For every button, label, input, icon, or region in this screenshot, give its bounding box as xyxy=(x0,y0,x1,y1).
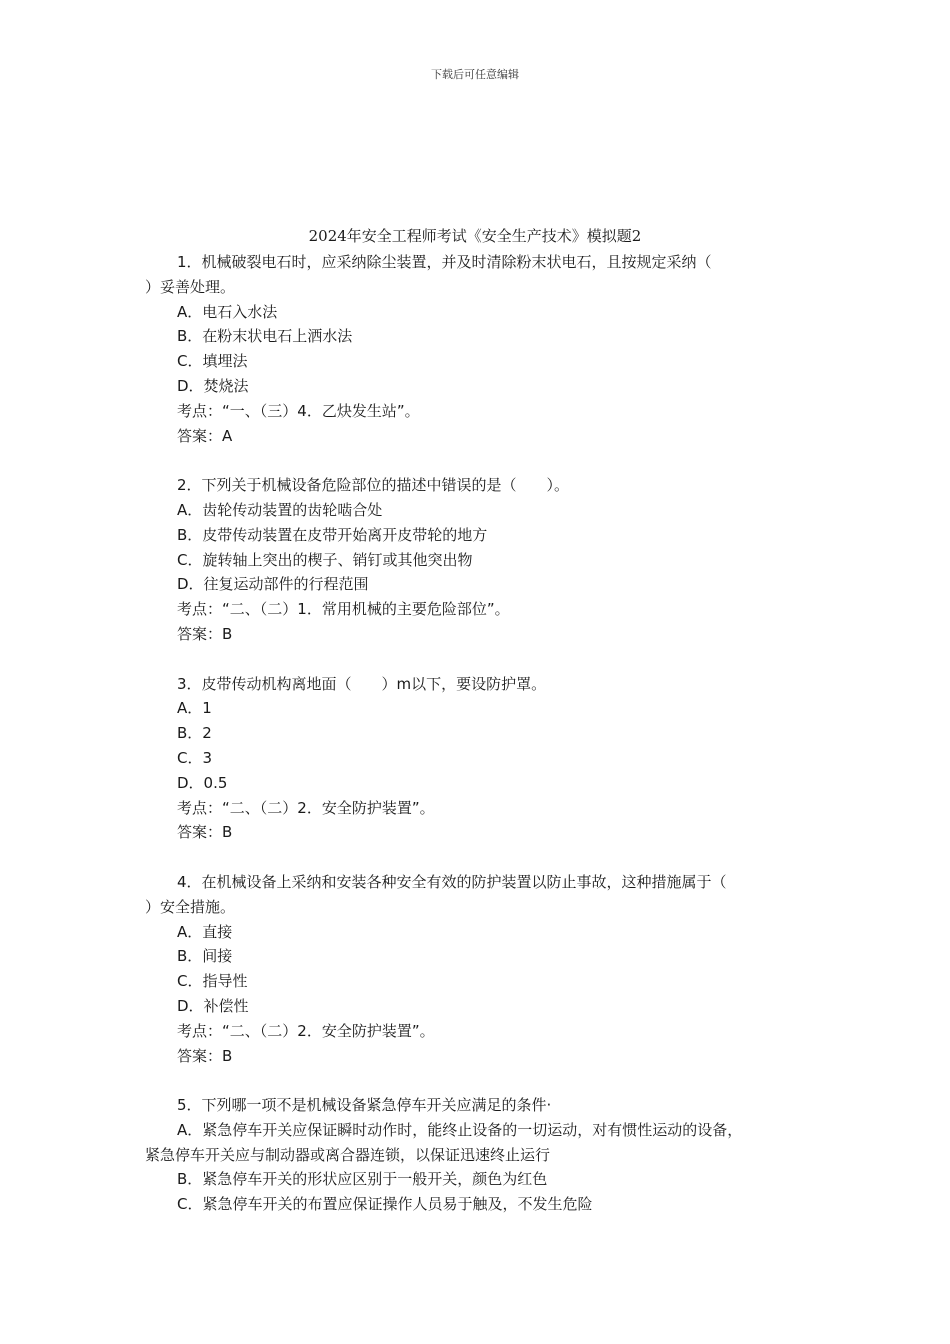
option-a: A．紧急停车开关应保证瞬时动作时，能终止设备的一切运动，对有惯性运动的设备， xyxy=(177,1120,743,1139)
question-3 xyxy=(145,672,805,846)
spacer xyxy=(145,647,805,672)
option-d: D．0.5 xyxy=(177,773,228,792)
option-d: D．往复运动部件的行程范围 xyxy=(177,575,369,594)
option-a: A．1 xyxy=(177,699,212,718)
question-stem: 2．下列关于机械设备危险部位的描述中错误的是（ ）。 xyxy=(177,476,570,495)
option-c: C．指导性 xyxy=(177,972,248,991)
option-a: A．直接 xyxy=(177,922,233,941)
exam-point: 考点：“一、（三）4．乙炔发生站”。 xyxy=(177,401,420,420)
answer: 答案：B xyxy=(177,624,233,643)
question-stem-continuation: ）安全措施。 xyxy=(145,897,236,916)
option-a: A．齿轮传动装置的齿轮啮合处 xyxy=(177,500,383,519)
document-body xyxy=(145,250,805,1217)
question-stem: 1．机械破裂电石时，应采纳除尘装置，并及时清除粉末状电石，且按规定采纳（ xyxy=(177,253,712,271)
answer: 答案：A xyxy=(177,426,233,445)
question-1 xyxy=(145,250,805,448)
question-5 xyxy=(145,1093,805,1217)
option-c: C．旋转轴上突出的楔子、销钉或其他突出物 xyxy=(177,550,473,569)
option-d: D．补偿性 xyxy=(177,996,249,1015)
spacer xyxy=(145,448,805,473)
spacer xyxy=(145,1068,805,1093)
option-b: B．在粉末状电石上洒水法 xyxy=(177,327,353,346)
document-title: 2024年安全工程师考试《安全生产技术》模拟题2 xyxy=(308,227,642,245)
option-a-continuation: 紧急停车开关应与制动器或离合器连锁，以保证迅速终止运行 xyxy=(145,1145,551,1164)
question-2 xyxy=(145,473,805,647)
option-c: C．填埋法 xyxy=(177,352,248,371)
header-note: 下载后可任意编辑 xyxy=(431,68,519,81)
option-c: C．3 xyxy=(177,748,213,767)
option-b: B．间接 xyxy=(177,947,233,966)
option-c: C．紧急停车开关的布置应保证操作人员易于触及，不发生危险 xyxy=(177,1195,593,1214)
question-stem: 3．皮带传动机构离地面（ ）m以下，要设防护罩。 xyxy=(177,674,547,693)
question-stem-continuation: ）妥善处理。 xyxy=(145,277,236,296)
question-stem: 4．在机械设备上采纳和安装各种安全有效的防护装置以防止事故，这种措施属于（ xyxy=(177,872,727,891)
question-4 xyxy=(145,870,805,1068)
exam-point: 考点：“二、（二）2．安全防护装置”。 xyxy=(177,1021,435,1040)
spacer xyxy=(145,845,805,870)
exam-point: 考点：“二、（二）1．常用机械的主要危险部位”。 xyxy=(177,600,510,619)
exam-point: 考点：“二、（二）2．安全防护装置”。 xyxy=(177,798,435,817)
option-b: B．2 xyxy=(177,724,212,743)
option-d: D．焚烧法 xyxy=(177,376,249,395)
question-stem: 5．下列哪一项不是机械设备紧急停车开关应满足的条件· xyxy=(177,1096,552,1115)
option-b: B．紧急停车开关的形状应区别于一般开关，颜色为红色 xyxy=(177,1170,548,1189)
option-b: B．皮带传动装置在皮带开始离开皮带轮的地方 xyxy=(177,525,488,544)
option-a: A．电石入水法 xyxy=(177,302,278,321)
answer: 答案：B xyxy=(177,823,233,842)
answer: 答案：B xyxy=(177,1046,233,1065)
